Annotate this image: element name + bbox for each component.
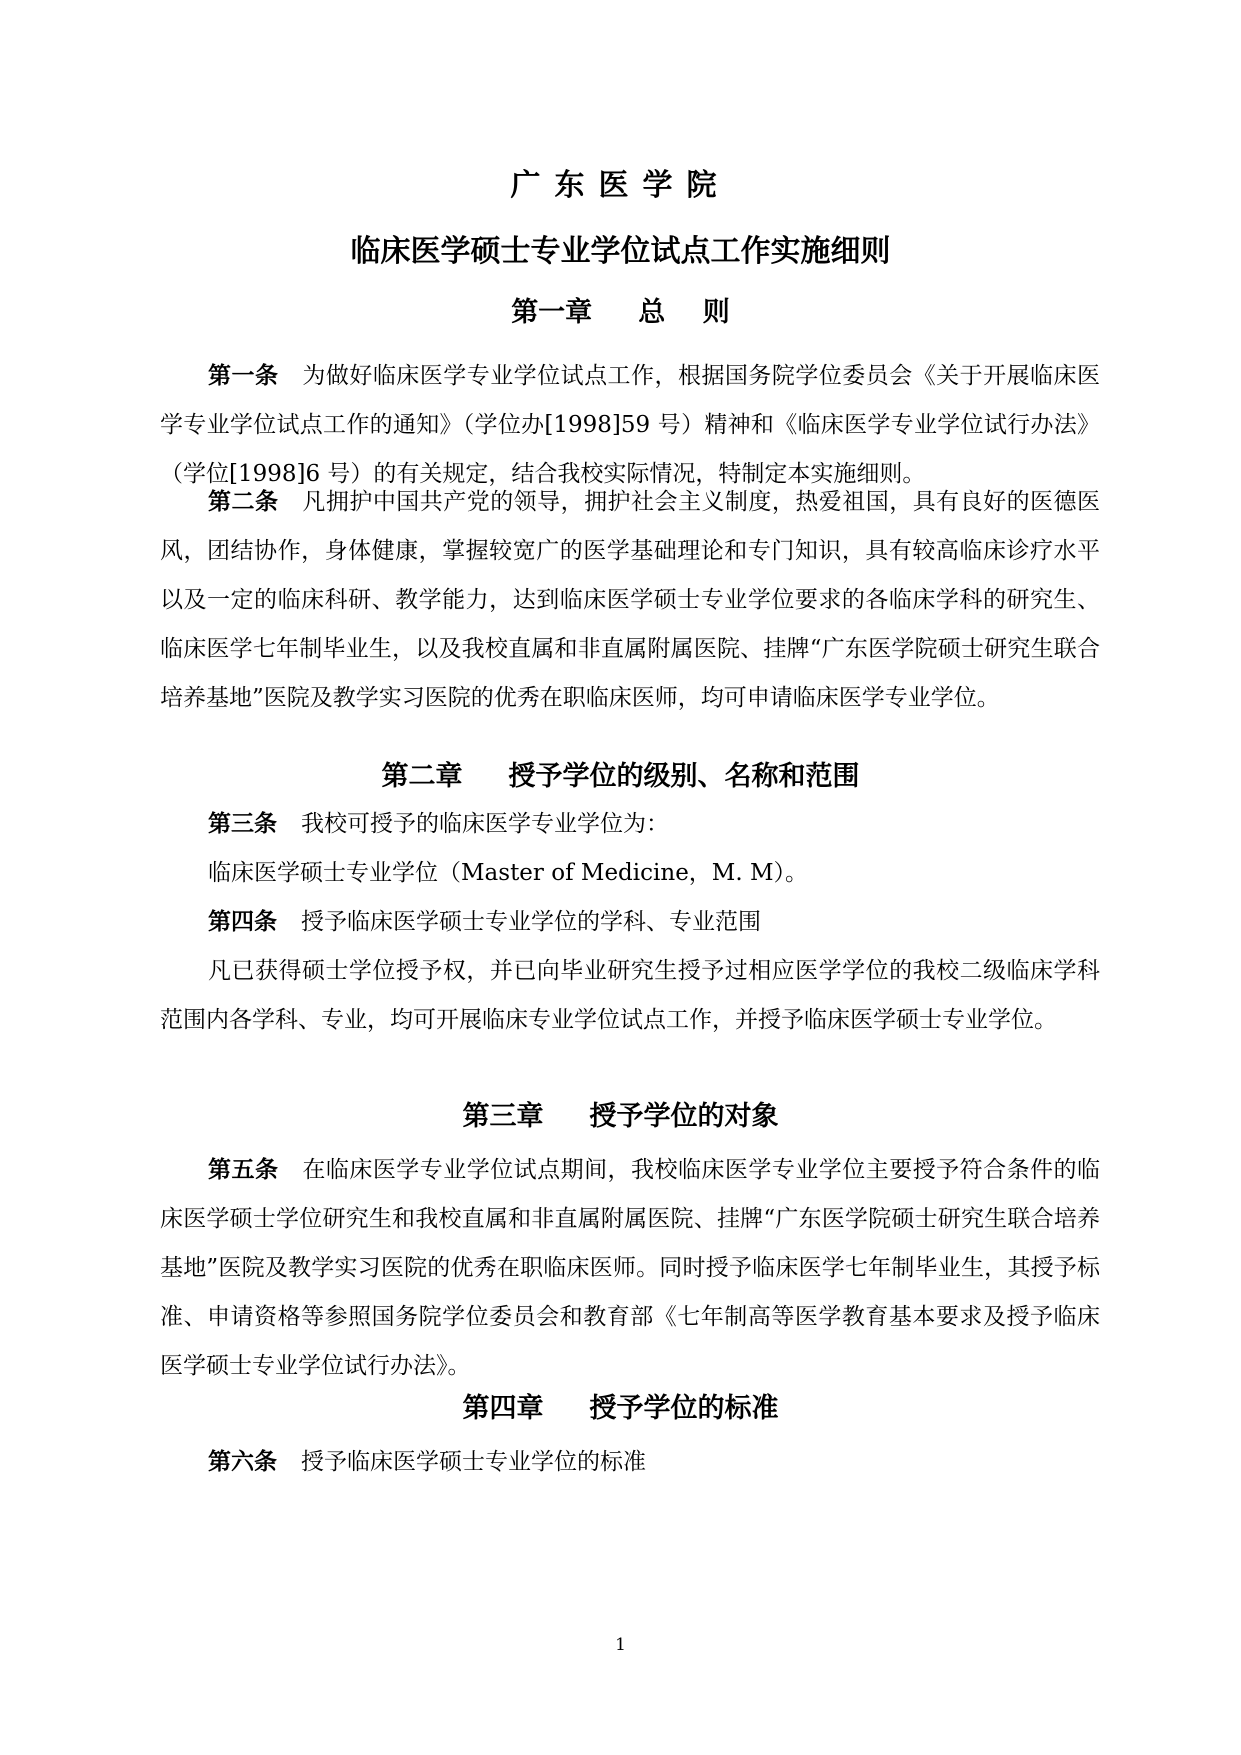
article-text: 授予临床医学硕士专业学位的学科、专业范围 bbox=[301, 909, 761, 935]
chapter-title: 总 则 bbox=[638, 297, 730, 328]
article-text: 为做好临床医学专业学位试点工作，根据国务院学位委员会《关于开展临床医学专业学位试点工作的通知》（学位办[1998]59 号）精神和《临床医学专业学位试行办法》（学位[1998]6 号）的有关规定，结合我校实际情况，特制定本实施细则。 bbox=[160, 363, 1101, 487]
chapter-heading bbox=[0, 754, 1241, 793]
chapter-number: 第二章 bbox=[381, 761, 463, 792]
article-label: 第三条 bbox=[208, 811, 277, 837]
article-text: 在临床医学专业学位试点期间，我校临床医学专业学位主要授予符合条件的临床医学硕士学位研究生和我校直属和非直属附属医院、挂牌“广东医学院硕士研究生联合培养基地”医院及教学实习医院的优秀在职临床医师。同时授予临床医学七年制毕业生，其授予标准、申请资格等参照国务院学位委员会和教育部《七年制高等医学教育基本要求及授予临床医学硕士专业学位试行办法》。 bbox=[160, 1157, 1101, 1379]
article-paragraph bbox=[160, 947, 1100, 1045]
article-paragraph bbox=[160, 352, 1100, 499]
chapter-heading bbox=[0, 1094, 1241, 1133]
article-paragraph bbox=[160, 1146, 1100, 1391]
article-text: 授予临床医学硕士专业学位的标准 bbox=[301, 1449, 646, 1475]
article-text: 凡拥护中国共产党的领导，拥护社会主义制度，热爱祖国，具有良好的医德医风，团结协作，身体健康，掌握较宽广的医学基础理论和专门知识，具有较高临床诊疗水平以及一定的临床科研、教学能力，达到临床医学硕士专业学位要求的各临床学科的研究生、临床医学七年制毕业生，以及我校直属和非直属附属医院、挂牌“广东医学院硕士研究生联合培养基地”医院及教学实习医院的优秀在职临床医师，均可申请临床医学专业学位。 bbox=[160, 489, 1101, 711]
chapter-number: 第四章 bbox=[462, 1393, 544, 1424]
article-text: 凡已获得硕士学位授予权，并已向毕业研究生授予过相应医学学位的我校二级临床学科范围内各学科、专业，均可开展临床专业学位试点工作，并授予临床医学硕士专业学位。 bbox=[160, 958, 1100, 1033]
article-paragraph bbox=[160, 478, 1100, 723]
article-label: 第二条 bbox=[208, 489, 279, 515]
article-label: 第一条 bbox=[208, 363, 279, 389]
chapter-title: 授予学位的对象 bbox=[589, 1101, 779, 1132]
article-label: 第五条 bbox=[208, 1157, 279, 1183]
article-text: 我校可授予的临床医学专业学位为： bbox=[301, 811, 669, 837]
article-paragraph bbox=[160, 898, 1100, 947]
article-label: 第六条 bbox=[208, 1449, 277, 1475]
article-paragraph bbox=[160, 800, 1100, 849]
chapter-heading bbox=[0, 1386, 1241, 1425]
chapter-number: 第一章 bbox=[511, 297, 593, 328]
chapter-heading bbox=[0, 290, 1241, 329]
article-text: 临床医学硕士专业学位（Master of Medicine，M. M）。 bbox=[208, 860, 809, 886]
chapter-title: 授予学位的标准 bbox=[589, 1393, 779, 1424]
page-number: 1 bbox=[615, 1635, 626, 1655]
chapter-title: 授予学位的级别、名称和范围 bbox=[508, 761, 860, 792]
document-title: 临床医学硕士专业学位试点工作实施细则 bbox=[350, 234, 891, 269]
article-paragraph bbox=[160, 1438, 1100, 1487]
article-label: 第四条 bbox=[208, 909, 277, 935]
article-paragraph bbox=[160, 849, 1100, 898]
chapter-number: 第三章 bbox=[462, 1101, 544, 1132]
institution-title: 广东医学院 bbox=[510, 168, 731, 203]
